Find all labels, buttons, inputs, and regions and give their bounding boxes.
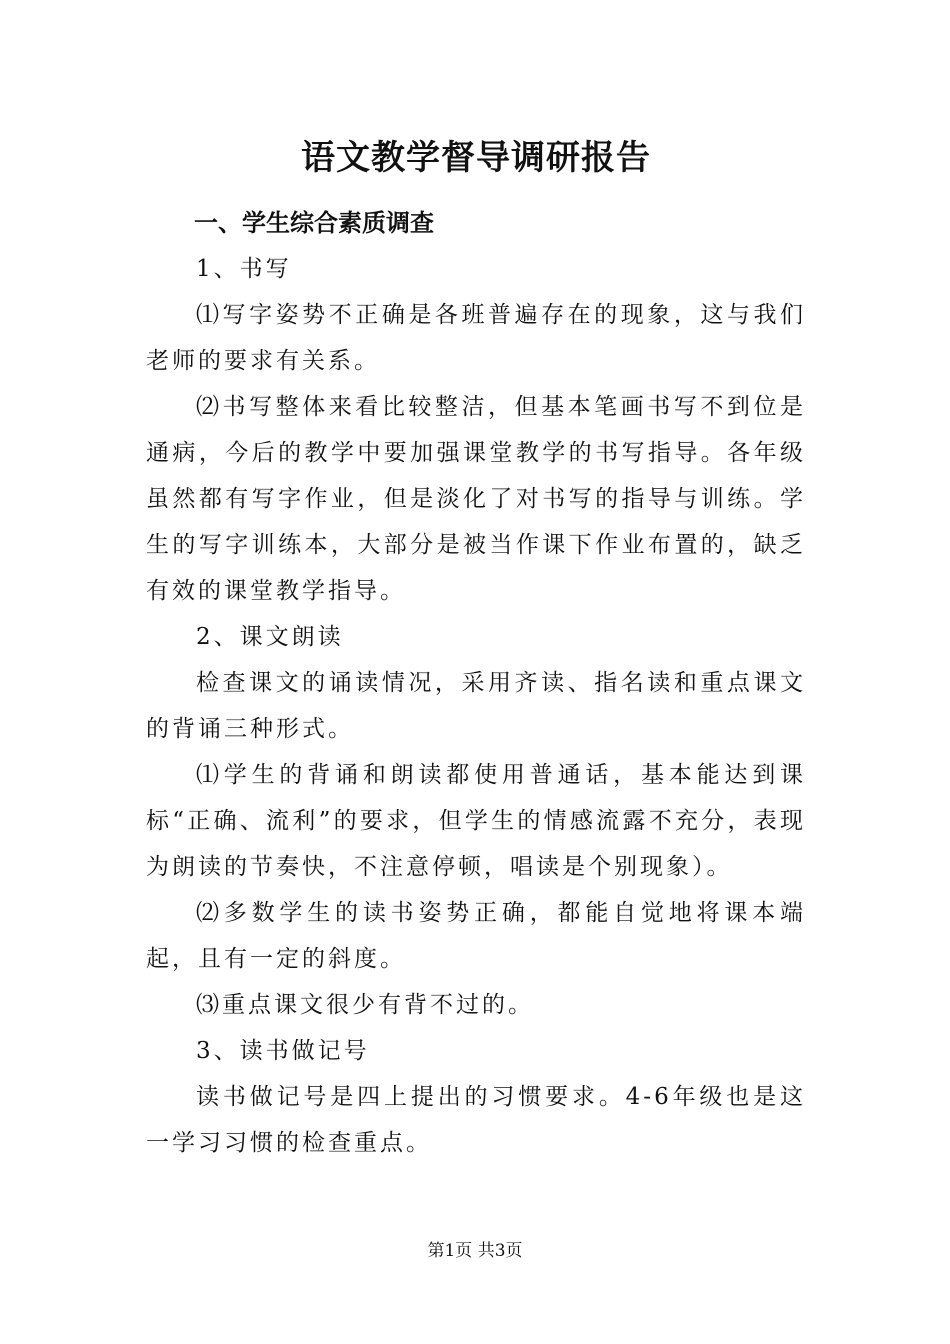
paragraph: 检查课文的诵读情况，采用齐读、指名读和重点课文的背诵三种形式。 — [146, 670, 806, 742]
paragraph: ⑴写字姿势不正确是各班普遍存在的现象，这与我们老师的要求有关系。 — [146, 302, 806, 374]
subsection-heading-writing: 1、书写 — [196, 256, 292, 282]
paragraph: ⑵书写整体来看比较整洁，但基本笔画书写不到位是通病，今后的教学中要加强课堂教学的书写指导。各年级虽然都有写字作业，但是淡化了对书写的指导与训练。学生的写字训练本，大部分是被当作课下作业布置的，缺乏有效的课堂教学指导。 — [146, 394, 806, 604]
paragraph: ⑶重点课文很少有背不过的。 — [196, 992, 534, 1018]
document-title: 语文教学督导调研报告 — [301, 138, 651, 178]
section-heading: 一、学生综合素质调查 — [194, 209, 434, 237]
document-body — [146, 200, 806, 1166]
paragraph: 读书做记号是四上提出的习惯要求。4-6年级也是这一学习习惯的检查重点。 — [146, 1084, 806, 1156]
paragraph: ⑴学生的背诵和朗读都使用普通话，基本能达到课标“正确、流利”的要求，但学生的情感流露不充分，表现为朗读的节奏快，不注意停顿，唱读是个别现象）。 — [146, 762, 806, 880]
page-footer: 第1页 共3页 — [427, 1241, 523, 1261]
subsection-heading-marking: 3、读书做记号 — [196, 1038, 370, 1064]
paragraph: ⑵多数学生的读书姿势正确，都能自觉地将课本端起，且有一定的斜度。 — [146, 900, 806, 972]
subsection-heading-reading: 2、课文朗读 — [196, 624, 344, 650]
